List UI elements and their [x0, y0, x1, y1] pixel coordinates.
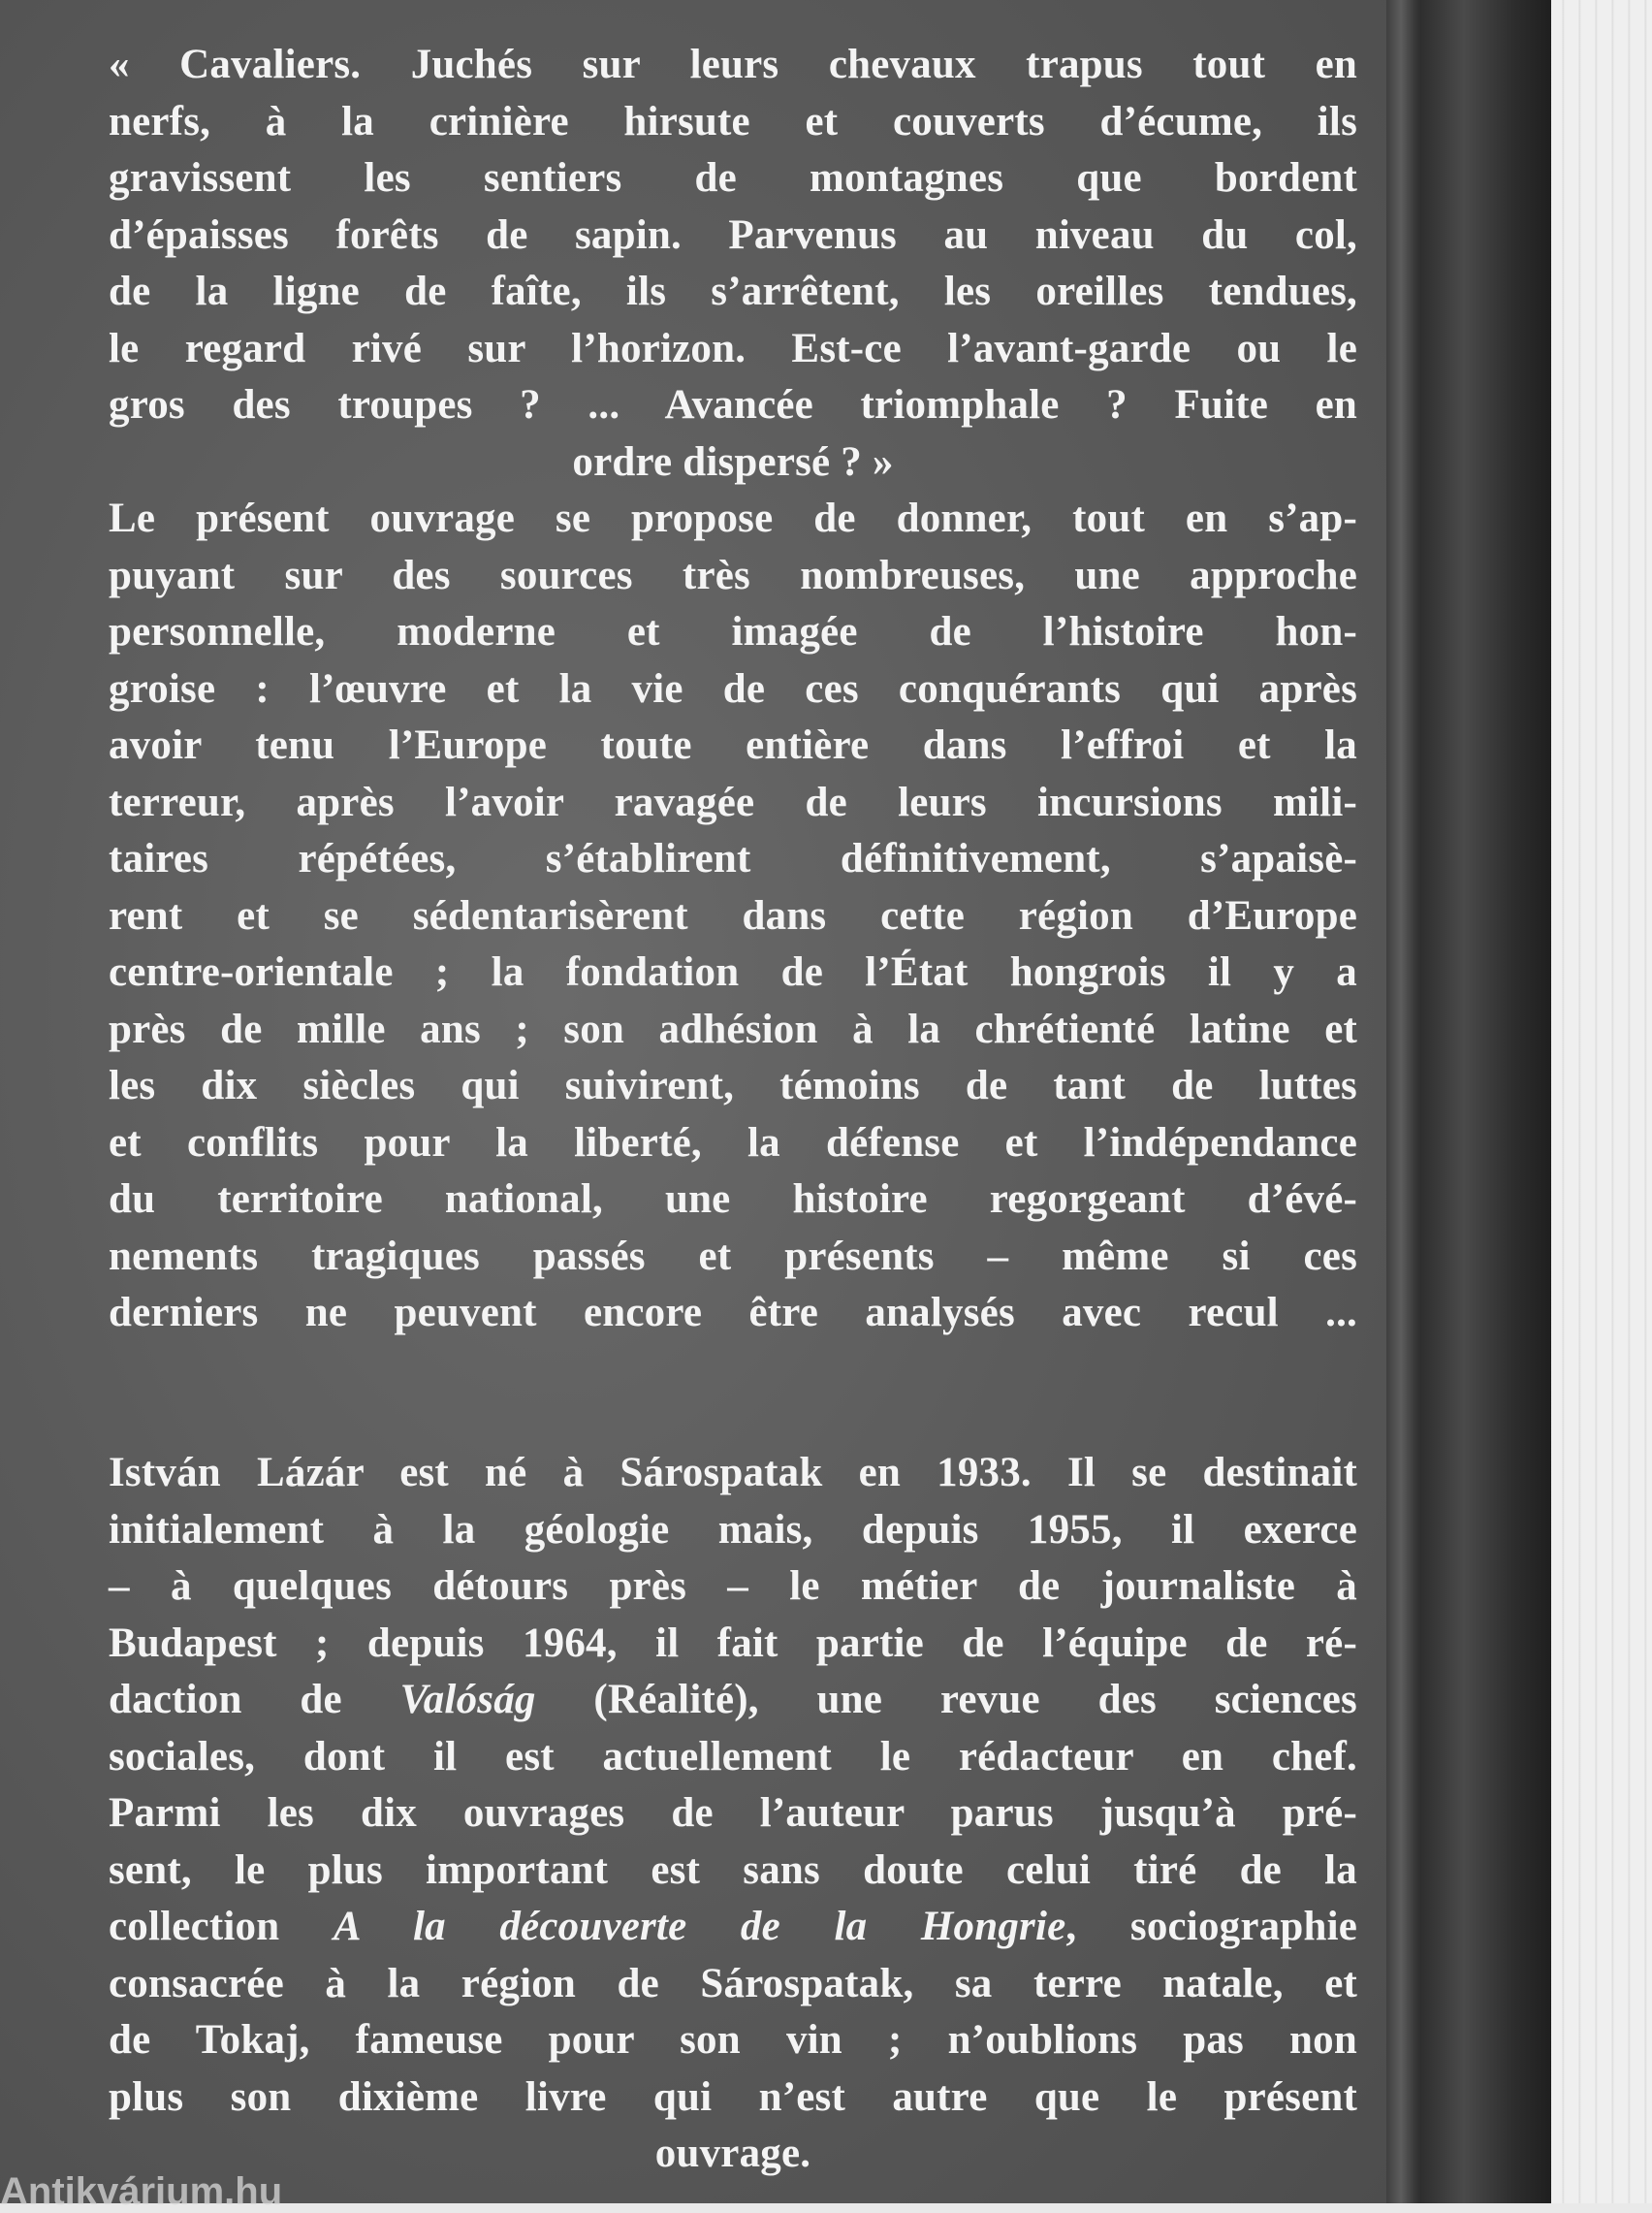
description-line: centre-orientale ; la fondation de l’État hongrois il y a [109, 949, 1357, 995]
description-line: derniers ne peuvent encore être analysés avec recul ... [109, 1290, 1357, 1335]
bio-text: , sociographie [1065, 1904, 1358, 1949]
bio-text: daction de [109, 1677, 400, 1722]
description-line: personnelle, moderne et imagée de l’histoire hon- [109, 609, 1357, 655]
quote-line: d’épaisses forêts de sapin. Parvenus au niveau du col, [109, 211, 1357, 258]
quote-line: nerfs, à la crinière hirsute et couverts d’écume, ils [109, 98, 1357, 144]
bio-line: Budapest ; depuis 1964, il fait partie de l’équipe de ré- [109, 1620, 1357, 1666]
quote-block [109, 37, 1357, 491]
bio-line: ouvrage. [654, 2131, 811, 2176]
bio-line: Parmi les dix ouvrages de l’auteur parus jusqu’à pré- [109, 1790, 1357, 1836]
description-line: les dix siècles qui suivirent, témoins de tant de luttes [109, 1063, 1357, 1108]
description-line: et conflits pour la liberté, la défense et l’indépendance [109, 1119, 1357, 1166]
quote-line: « Cavaliers. Juchés sur leurs chevaux trapus tout en [109, 42, 1357, 87]
quote-line: de la ligne de faîte, ils s’arrêtent, les oreilles tendues, [109, 269, 1357, 314]
bio-line: consacrée à la région de Sárospatak, sa terre natale, et [109, 1960, 1357, 2006]
bio-line: sent, le plus important est sans doute celui tiré de la [109, 1846, 1357, 1893]
description-line: avoir tenu l’Europe toute entière dans l’effroi et la [109, 722, 1357, 768]
bio-line-with-title [109, 1672, 1357, 1729]
quote-line: gros des troupes ? ... Avancée triomphale ? Fuite en [109, 382, 1357, 428]
bio-text: collection [109, 1904, 334, 1949]
description-block [109, 491, 1357, 1342]
bio-line: – à quelques détours près – le métier de journaliste à [109, 1563, 1357, 1609]
description-line: taires répétées, s’établirent définitivement, s’apaisè- [109, 836, 1357, 882]
bio-text: (Réalité), une revue des sciences [535, 1677, 1357, 1722]
bio-line: initialement à la géologie mais, depuis 1955, il exerce [109, 1506, 1357, 1553]
description-line: près de mille ans ; son adhésion à la chrétienté latine et [109, 1006, 1357, 1052]
bio-line: sociales, dont il est actuellement le rédacteur en chef. [109, 1733, 1357, 1780]
author-bio-block [109, 1445, 1357, 2183]
bio-line: István Lázár est né à Sárospatak en 1933. Il se destinait [109, 1450, 1357, 1495]
description-line: terreur, après l’avoir ravagée de leurs incursions mili- [109, 779, 1357, 825]
spine-glare [1382, 0, 1420, 2203]
description-line: du territoire national, une histoire regorgeant d’évé- [109, 1176, 1357, 1222]
bio-line: de Tokaj, fameuse pour son vin ; n’oublions pas non [109, 2017, 1357, 2063]
description-line: groise : l’œuvre et la vie de ces conquérants qui après [109, 665, 1357, 712]
bio-line-with-title [109, 1899, 1357, 1956]
watermark: Antikvárium.hu [0, 2170, 283, 2213]
description-line: Le présent ouvrage se propose de donner, tout en s’ap- [109, 496, 1357, 541]
quote-line: gravissent les sentiers de montagnes que bordent [109, 155, 1357, 201]
description-line: puyant sur des sources très nombreuses, une approche [109, 552, 1357, 598]
journal-title: Valóság [399, 1677, 536, 1722]
quote-line: le regard rivé sur l’horizon. Est-ce l’avant-garde ou le [109, 325, 1357, 371]
collection-title: A la découverte de la Hongrie [333, 1904, 1066, 1949]
quote-line: ordre dispersé ? » [572, 438, 894, 485]
bio-line: plus son dixième livre qui n’est autre que le présent [109, 2073, 1357, 2120]
description-line: rent et se sédentarisèrent dans cette région d’Europe [109, 892, 1357, 939]
description-line: nements tragiques passés et présents – même si ces [109, 1233, 1357, 1279]
